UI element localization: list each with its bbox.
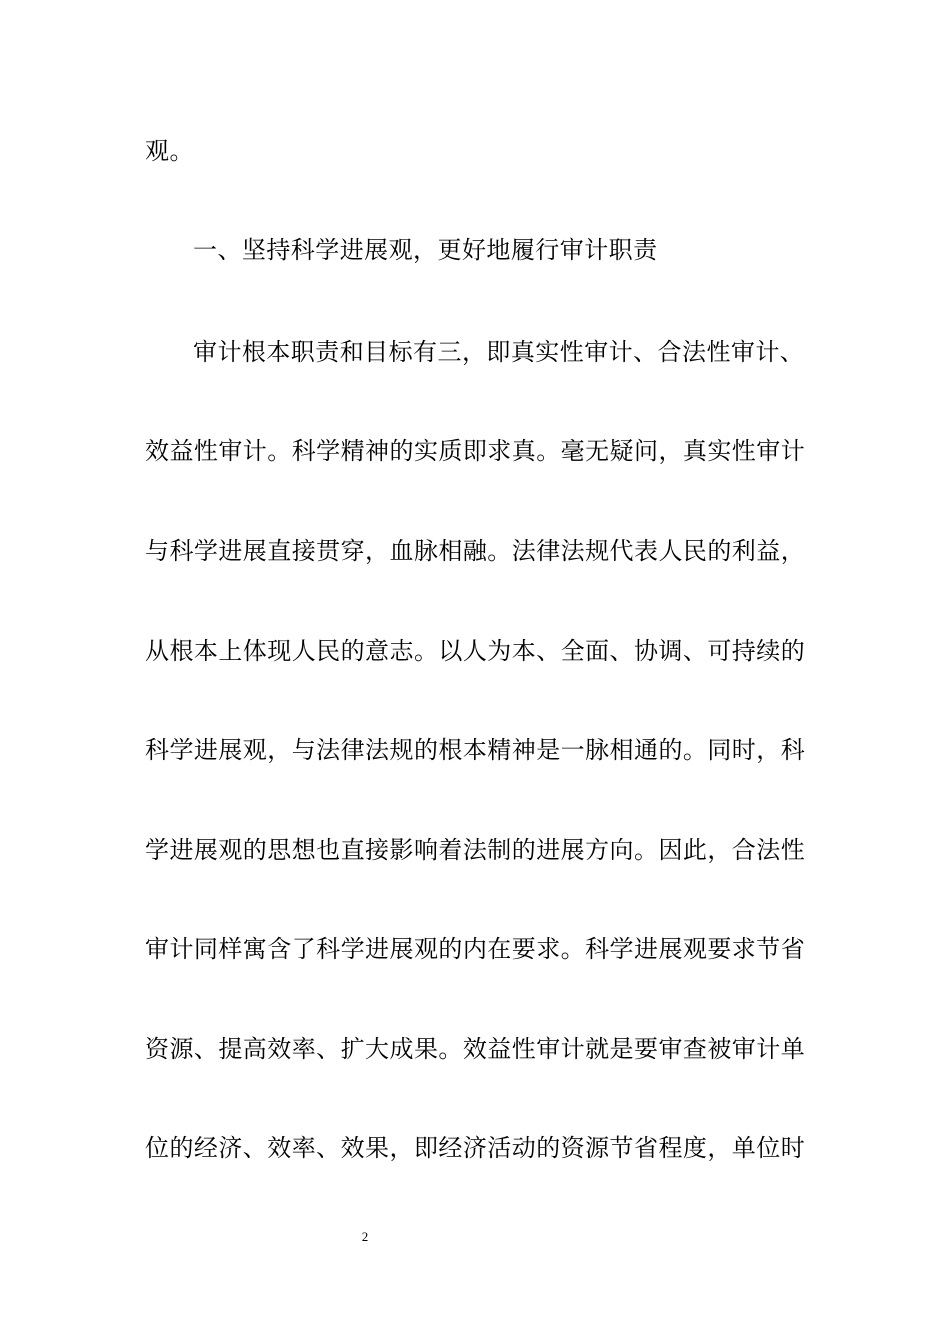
paragraph-continuation-line: 观。 [145,137,194,165]
paragraph-line: 科学进展观，与法律法规的根本精神是一脉相通的。同时，科 [145,736,806,764]
paragraph-line: 资源、提高效率、扩大成果。效益性审计就是要审查被审计单 [145,1035,806,1063]
paragraph-line: 学进展观的思想也直接影响着法制的进展方向。因此，合法性 [145,836,806,864]
section-heading: 一、坚持科学进展观，更好地履行审计职责 [193,236,658,264]
paragraph-line: 审计同样寓含了科学进展观的内在要求。科学进展观要求节省 [145,935,806,963]
page-number: 2 [361,1229,369,1244]
paragraph-line: 与科学进展直接贯穿，血脉相融。法律法规代表人民的利益， [145,537,806,565]
paragraph-line: 从根本上体现人民的意志。以人为本、全面、协调、可持续的 [145,637,806,665]
paragraph-line: 位的经济、效率、效果，即经济活动的资源节省程度，单位时 [145,1134,806,1162]
paragraph-line: 审计根本职责和目标有三，即真实性审计、合法性审计、 [193,338,805,366]
paragraph-line: 效益性审计。科学精神的实质即求真。毫无疑问，真实性审计 [145,437,806,465]
